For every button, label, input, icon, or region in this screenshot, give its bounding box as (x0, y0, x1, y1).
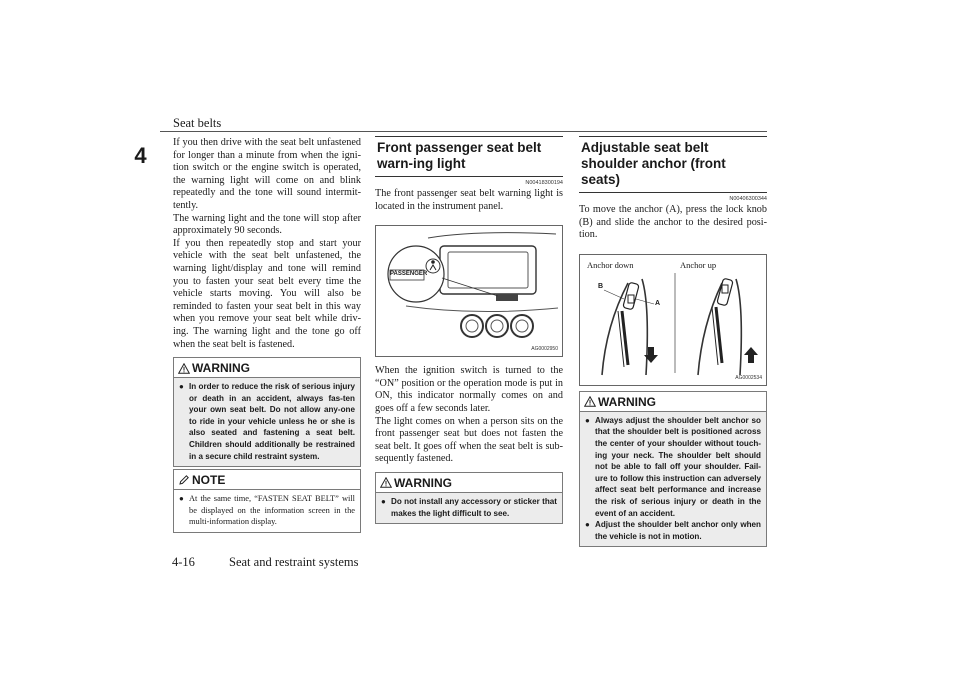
instrument-panel-figure (375, 225, 563, 357)
warning-box (579, 391, 767, 548)
anchor-up-label: Anchor up (680, 259, 717, 270)
warning-item: ● Always adjust the shoulder belt anchor so that the shoulder belt is positioned across the center of your shoulder without touch-ing your neck. The shoulder belt should not be able to fall off your shoulder. Fail-ure to follow this instruction can adversely affect seat belt performance and increase the risk of serious injury or death in the event of an accident. (585, 415, 761, 518)
warning-triangle-icon (584, 396, 596, 407)
anchor-down-label: Anchor down (587, 259, 634, 270)
body-paragraph: The light comes on when a person sits on the front passenger seat but does not fasten the seat belt. It goes off when the seat belt is sub-sequently fastened. (375, 415, 563, 465)
warning-header (580, 392, 766, 412)
warning-item: ● In order to reduce the risk of serious injury or death in an accident, always fas-ten your own seat belt. Do not allow any-one to ride in your vehicle unless he or she is also seated and fastening a seat belt. Children should additionally be restrained in a secure child restraint system. (179, 382, 355, 461)
marker-b: B (598, 282, 604, 290)
section-heading: Front passenger seat belt warn-ing light (375, 136, 563, 177)
column-1 (173, 137, 361, 533)
body-paragraph: The warning light and the tone will stop after approximately 90 seconds. (173, 212, 361, 237)
note-box (173, 469, 361, 533)
note-item: ● At the same time, “FASTEN SEAT BELT” will be displayed on the information screen in the multi-information display. (179, 494, 355, 527)
page-header-title: Seat belts (173, 116, 222, 130)
warning-item: ● Adjust the shoulder belt anchor only when the vehicle is not in motion. (585, 520, 761, 541)
chapter-tab: 4 (124, 139, 157, 173)
body-paragraph: If you then repeatedly stop and start your vehicle with the seat belt unfastened, the warning light/display and tone will remind you to fasten your seat belt every time the vehicle starts moving. You will also be reminded to fasten your seat belt in this way when you remove your seat belt while driv-ing. The warning light and the tone go off when the seat belt is fastened. (173, 237, 361, 350)
warning-triangle-icon (178, 363, 190, 374)
warning-box (375, 472, 563, 524)
page-number: 4-16 (172, 555, 195, 569)
warning-header (376, 473, 562, 493)
body-paragraph: To move the anchor (A), press the lock knob (B) and slide the anchor to the desired posi-tion. (579, 204, 767, 241)
note-title: NOTE (192, 473, 226, 488)
warning-title: WARNING (598, 394, 656, 409)
figure-code: AG0002534 (735, 374, 762, 381)
pencil-icon (178, 474, 190, 486)
figure-code: AG0002950 (531, 346, 558, 353)
shoulder-anchor-figure (579, 254, 767, 386)
passenger-label: PASSENGER (390, 271, 428, 278)
reference-code: N00418300194 (525, 180, 563, 186)
reference-code: N00406300344 (729, 196, 767, 202)
warning-header (174, 358, 360, 378)
warning-title: WARNING (192, 361, 250, 376)
instrument-panel-illustration (376, 226, 562, 356)
warning-item: ● Do not install any accessory or sticker that makes the light difficult to see. (381, 496, 557, 518)
warning-box (173, 357, 361, 467)
marker-a: A (655, 299, 661, 307)
note-header (174, 470, 360, 490)
column-2 (375, 136, 563, 524)
body-paragraph: If you then drive with the seat belt unfastened for longer than a minute from when the igni-tion switch or the engine switch is operated, the warning light will come on and blink repeatedly and the tone will sound intermit-tently. (173, 137, 361, 211)
section-heading: Adjustable seat belt shoulder anchor (front seats) (579, 136, 767, 193)
header-rule (160, 131, 767, 132)
shoulder-anchor-illustration (580, 255, 766, 385)
body-paragraph: When the ignition switch is turned to the “ON” position or the operation mode is put in ON, this indicator normally comes on and goes off a few seconds later. (375, 365, 563, 414)
body-paragraph: The front passenger seat belt warning light is located in the instrument panel. (375, 188, 563, 212)
column-3 (579, 136, 767, 547)
warning-title: WARNING (394, 475, 452, 490)
footer-section-title: Seat and restraint systems (229, 555, 359, 569)
warning-triangle-icon (380, 477, 392, 488)
